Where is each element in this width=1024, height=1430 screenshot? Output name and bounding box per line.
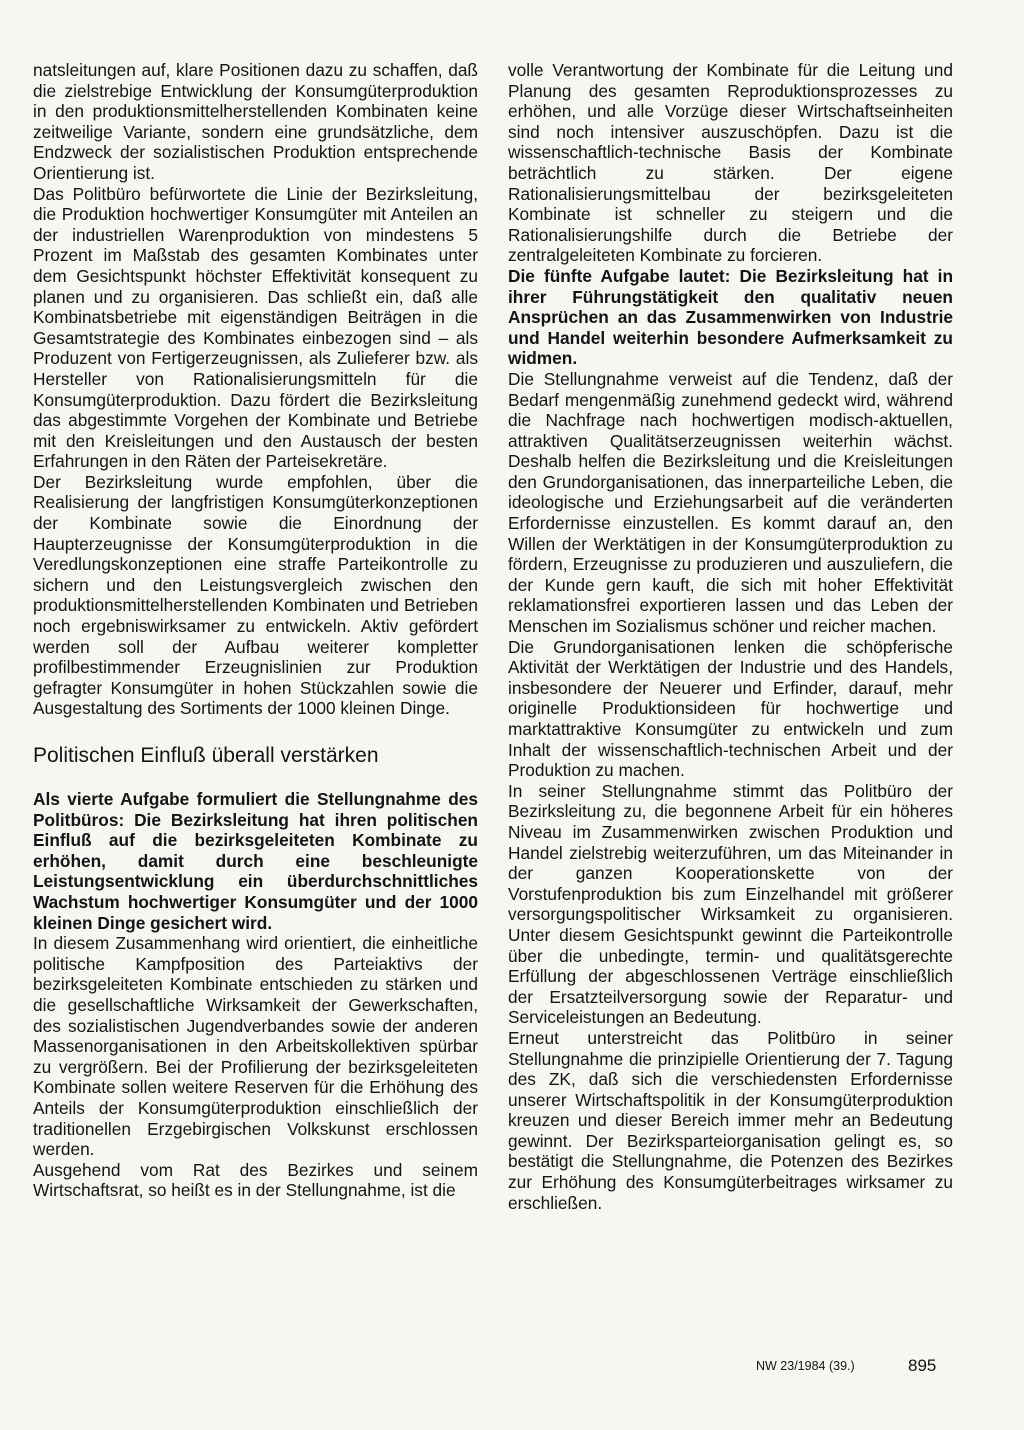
bold-paragraph: Die fünfte Aufgabe lautet: Die Bezirksleitung hat in ihrer Führungstätigkeit den qualitativ neuen Ansprüchen an das Zusammenwirken von Industrie und Handel weiterhin besondere Aufmerksamkeit zu widmen.: [508, 265, 953, 369]
paragraph: Ausgehend vom Rat des Bezirkes und seinem Wirtschaftsrat, so heißt es in der Stellungnahme, ist die: [33, 1159, 478, 1201]
bold-paragraph: Als vierte Aufgabe formuliert die Stellungnahme des Politbüros: Die Bezirksleitung hat ihren politischen Einfluß auf die bezirksgeleiteten Kombinate zu erhöhen, damit durch eine beschleunigte Leistungsentwicklung ein überdurchschnittliches Wachstum hochwertiger Konsumgüter und der 1000 kleinen Dinge gesichert wird.: [33, 789, 478, 933]
section-heading: Politischen Einfluß überall verstärken: [33, 744, 379, 767]
paragraph: Die Grundorganisationen lenken die schöpferische Aktivität der Werktätigen der Industrie und des Handels, insbesondere der Neuerer und Erfinder, darauf, mehr originelle Produktionsideen für hochwertige und marktattraktive Konsumgüter zu entwickeln und zum Inhalt der wissenschaftlich-technischen Arbeit und der Produktion zu machen.: [508, 636, 953, 781]
page-number: 895: [908, 1356, 937, 1375]
paragraph: In seiner Stellungnahme stimmt das Politbüro der Bezirksleitung zu, die begonnene Arbeit für ein höheres Niveau im Zusammenwirken zwischen Produktion und Handel zielstrebig weiterzuführen, um das Miteinander in der ganzen Kooperationskette von der Vorstufenproduktion bis zum Einzelhandel mit größerer versorgungspolitischer Wirksamkeit zu organisieren. Unter diesem Gesichtspunkt gewinnt die Parteikontrolle über die unbedingte, termin- und qualitätsgerechte Erfüllung der abgeschlossenen Verträge einschließlich der Ersatzteilversorgung sowie der Reparatur- und Serviceleistungen an Bedeutung.: [508, 780, 953, 1028]
paragraph: In diesem Zusammenhang wird orientiert, die einheitliche politische Kampfposition des Parteiaktivs der bezirksgeleiteten Kombinate entschieden zu stärken und die gesellschaftliche Wirksamkeit der Gewerkschaften, des sozialistischen Jugendverbandes sowie der anderen Massenorganisationen in den Arbeitskollektiven spürbar zu vergrößern. Bei der Profilierung der bezirksgeleiteten Kombinate sollen weitere Reserven für die Erhöhung des Anteils der Konsumgüterproduktion einschließlich der traditionellen Erzgebirgischen Volkskunst erschlossen werden.: [33, 933, 478, 1160]
paragraph: Der Bezirksleitung wurde empfohlen, über die Realisierung der langfristigen Konsumgüterkonzeptionen der Kombinate sowie die Einordnung der Haupterzeugnisse der Konsumgüterproduktion in die Veredlungskonzeptionen eine straffe Parteikontrolle zu sichern und den Leistungsvergleich zwischen den produktionsmittelherstellenden Kombinaten und Betrieben noch ergebniswirksamer zu entwickeln. Aktiv gefördert werden soll der Aufbau weiterer kompletter profilbestimmender Erzeugnislinien zur Produktion gefragter Konsumgüter in hohen Stückzahlen sowie die Ausgestaltung des Sortiments der 1000 kleinen Dinge.: [33, 471, 478, 719]
right-column: [508, 60, 953, 1213]
paragraph: Das Politbüro befürwortete die Linie der Bezirksleitung, die Produktion hochwertiger Konsumgüter mit Anteilen an der industriellen Warenproduktion von mindestens 5 Prozent im Maßstab des gesamten Kombinates unter dem Gesichtspunkt höchster Effektivität konsequent zu planen und zu organisieren. Das schließt ein, daß alle Kombinatsbetriebe mit eigenständigen Beiträgen in die Gesamtstrategie des Kombinates einbezogen sind – als Produzent von Fertigerzeugnissen, als Zulieferer bzw. als Hersteller von Rationalisierungsmitteln für die Konsumgüterproduktion. Dazu fördert die Bezirksleitung das abgestimmte Vorgehen der Kombinate und Betriebe mit den Kreisleitungen und den Austausch der besten Erfahrungen in den Räten der Parteisekretäre.: [33, 183, 478, 472]
paragraph: volle Verantwortung der Kombinate für die Leitung und Planung des gesamten Reproduktionsprozesses zu erhöhen, und alle Vorzüge dieser Wirtschaftseinheiten sind noch intensiver auszuschöpfen. Dazu ist die wissenschaftlich-technische Basis der Kombinate beträchtlich zu stärken. Der eigene Rationalisierungsmittelbau der bezirksgeleiteten Kombinate ist schneller zu steigern und die Rationalisierungshilfe durch die Betriebe der zentralgeleiteten Kombinate zu forcieren.: [508, 60, 953, 266]
left-column: [33, 60, 478, 1201]
paragraph: Die Stellungnahme verweist auf die Tendenz, daß der Bedarf mengenmäßig zunehmend gedeckt wird, während die Nachfrage nach hochwertigen modisch-aktuellen, attraktiven Qualitätserzeugnissen weiterhin wächst. Deshalb helfen die Bezirksleitung und die Kreisleitungen den Grundorganisationen, das innerparteiliche Leben, die ideologische und Erziehungsarbeit auf die veränderten Erfordernisse einzustellen. Es kommt darauf an, den Willen der Werktätigen in der Konsumgüterproduktion zu fördern, Erzeugnisse zu produzieren und auszuliefern, die der Kunde gern kauft, die sich mit hoher Effektivität reklamationsfrei exportieren lassen und das Leben der Menschen im Sozialismus schöner und reicher machen.: [508, 368, 953, 637]
paragraph: natsleitungen auf, klare Positionen dazu zu schaffen, daß die zielstrebige Entwicklung der Konsumgüterproduktion in den produktionsmittelherstellenden Kombinaten keine zeitweilige Variante, sondern eine grundsätzliche, dem Endzweck der sozialistischen Produktion entsprechende Orientierung ist.: [33, 60, 478, 183]
issue-reference: NW 23/1984 (39.): [756, 1359, 855, 1373]
paragraph: Erneut unterstreicht das Politbüro in seiner Stellungnahme die prinzipielle Orientierung der 7. Tagung des ZK, daß sich die verschiedensten Erfordernisse unserer Wirtschaftspolitik in der Konsumgüterproduktion kreuzen und dieser Bereich immer mehr an Bedeutung gewinnt. Der Bezirksparteiorganisation gelingt es, so bestätigt die Stellungnahme, die Potenzen des Bezirkes zur Erhöhung des Konsumgüterbeitrages wirksamer zu erschließen.: [508, 1027, 953, 1213]
